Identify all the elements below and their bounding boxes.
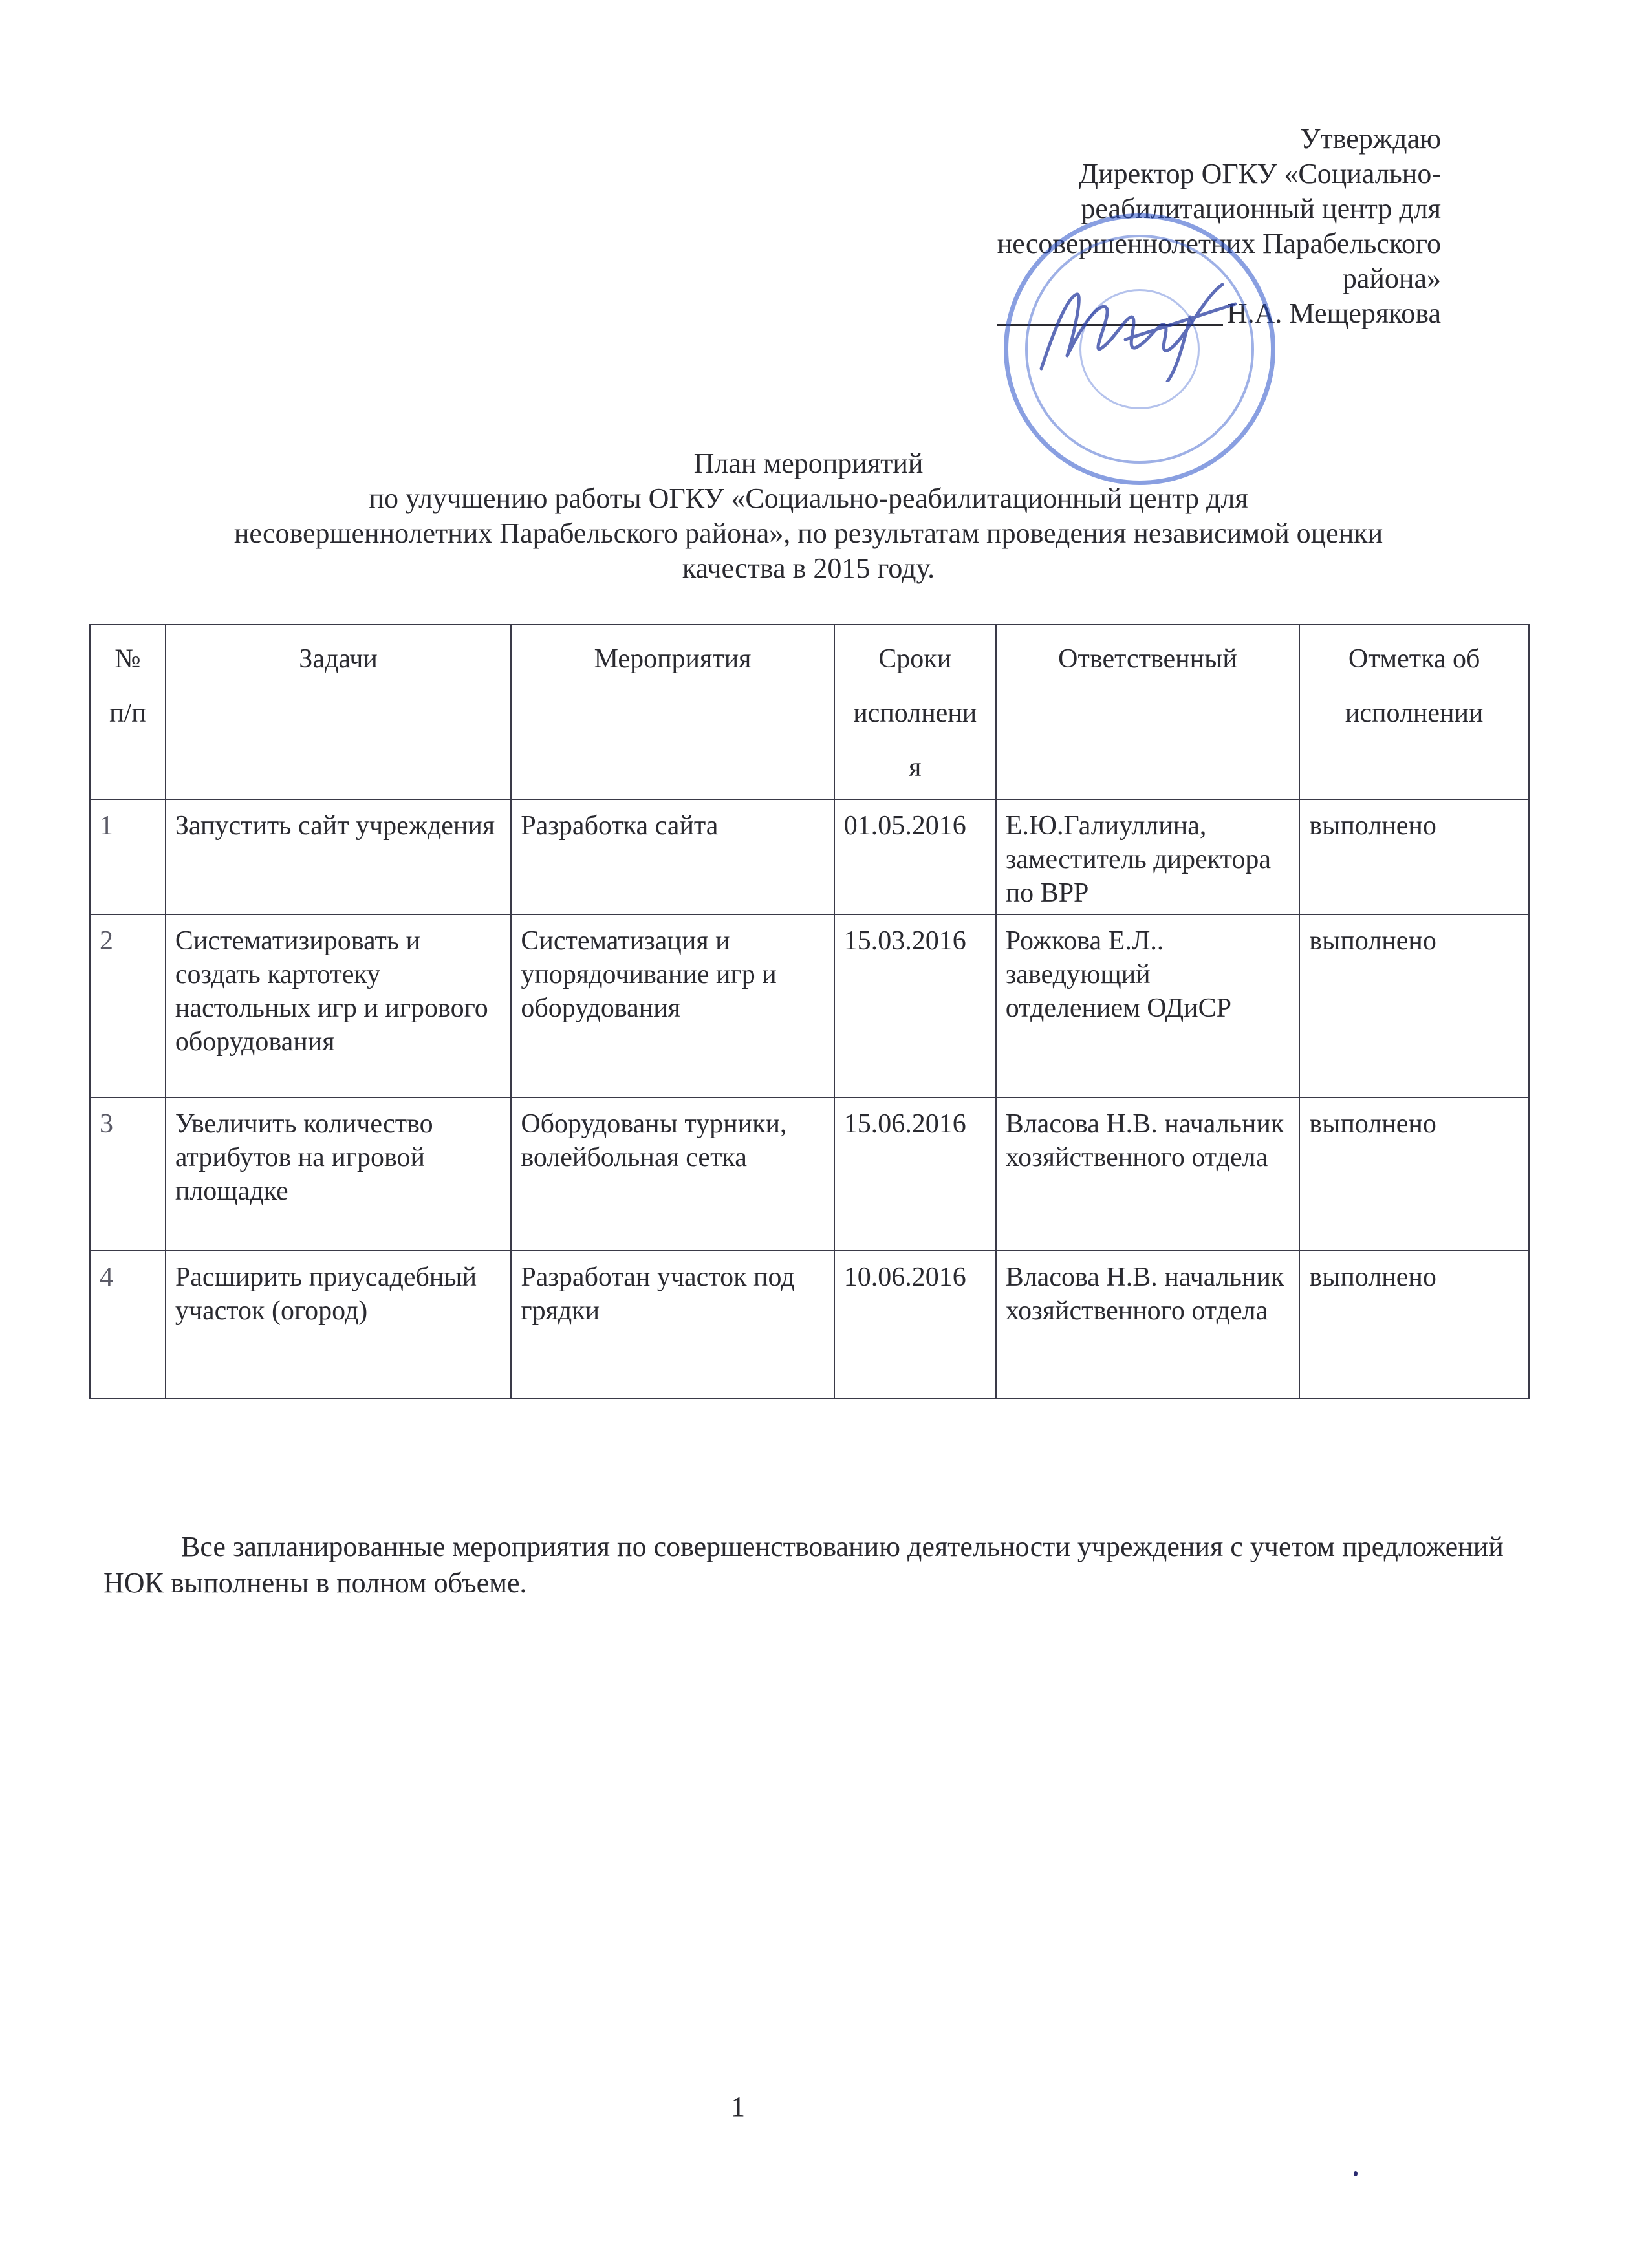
row-responsible: Е.Ю.Галиуллина, заместитель директора по ВРР (996, 799, 1300, 914)
row-number: 2 (90, 914, 166, 1097)
table-row (90, 799, 1529, 914)
row-status: выполнено (1299, 1097, 1529, 1251)
header-deadline: Сроки исполнени я (834, 625, 996, 799)
row-activity: Систематизация и упорядочивание игр и оборудования (511, 914, 834, 1097)
signature-row (794, 296, 1441, 331)
approval-block (794, 122, 1441, 331)
signatory-name: Н.А. Мещерякова (1226, 297, 1441, 329)
row-responsible: Рожкова Е.Л.. заведующий отделением ОДиСР (996, 914, 1300, 1097)
row-status: выполнено (1299, 1251, 1529, 1398)
row-task: Систематизировать и создать картотеку настольных игр и игрового оборудования (166, 914, 512, 1097)
row-status: выполнено (1299, 799, 1529, 914)
row-activity: Оборудованы турники, волейбольная сетка (511, 1097, 834, 1251)
scan-speck (1354, 2171, 1358, 2176)
row-status: выполнено (1299, 914, 1529, 1097)
title-subline: несовершеннолетних Парабельского района», по результатам проведения независимой оценки (233, 517, 1383, 549)
title-subline: качества в 2015 году. (682, 552, 935, 584)
table-row (90, 1251, 1529, 1398)
header-activities: Мероприятия (511, 625, 834, 799)
approval-position-line: реабилитационный центр для (1081, 193, 1441, 224)
action-plan-table (89, 624, 1530, 1399)
row-deadline: 15.06.2016 (834, 1097, 996, 1251)
row-responsible: Власова Н.В. начальник хозяйственного отдела (996, 1251, 1300, 1398)
row-number: 1 (90, 799, 166, 914)
page-number: 1 (731, 2091, 745, 2122)
title-subline: по улучшению работы ОГКУ «Социально-реабилитационный центр для (369, 482, 1248, 514)
signature-line (997, 298, 1223, 326)
header-tasks: Задачи (166, 625, 512, 799)
table-row (90, 1097, 1529, 1251)
document-title (97, 446, 1520, 586)
row-number: 3 (90, 1097, 166, 1251)
conclusion-paragraph: Все запланированные мероприятия по совершенствованию деятельности учреждения с учетом предложений НОК выполнены в полном объеме. (103, 1531, 1504, 1599)
row-activity: Разработан участок под грядки (511, 1251, 834, 1398)
table-header-row (90, 625, 1529, 799)
approval-position-line: Директор ОГКУ «Социально- (1079, 158, 1441, 189)
row-task: Расширить приусадебный участок (огород) (166, 1251, 512, 1398)
row-task: Увеличить количество атрибутов на игровой площадке (166, 1097, 512, 1251)
approval-heading: Утверждаю (1300, 123, 1441, 155)
title-heading: План мероприятий (693, 448, 924, 479)
table-row (90, 914, 1529, 1097)
row-number: 4 (90, 1251, 166, 1398)
row-activity: Разработка сайта (511, 799, 834, 914)
approval-position-line: района» (1342, 263, 1441, 294)
approval-position-line: несовершеннолетних Парабельского (997, 228, 1441, 259)
row-responsible: Власова Н.В. начальник хозяйственного отдела (996, 1097, 1300, 1251)
row-deadline: 10.06.2016 (834, 1251, 996, 1398)
row-deadline: 15.03.2016 (834, 914, 996, 1097)
header-responsible: Ответственный (996, 625, 1300, 799)
row-task: Запустить сайт учреждения (166, 799, 512, 914)
header-number: № п/п (90, 625, 166, 799)
header-status: Отметка об исполнении (1299, 625, 1529, 799)
row-deadline: 01.05.2016 (834, 799, 996, 914)
